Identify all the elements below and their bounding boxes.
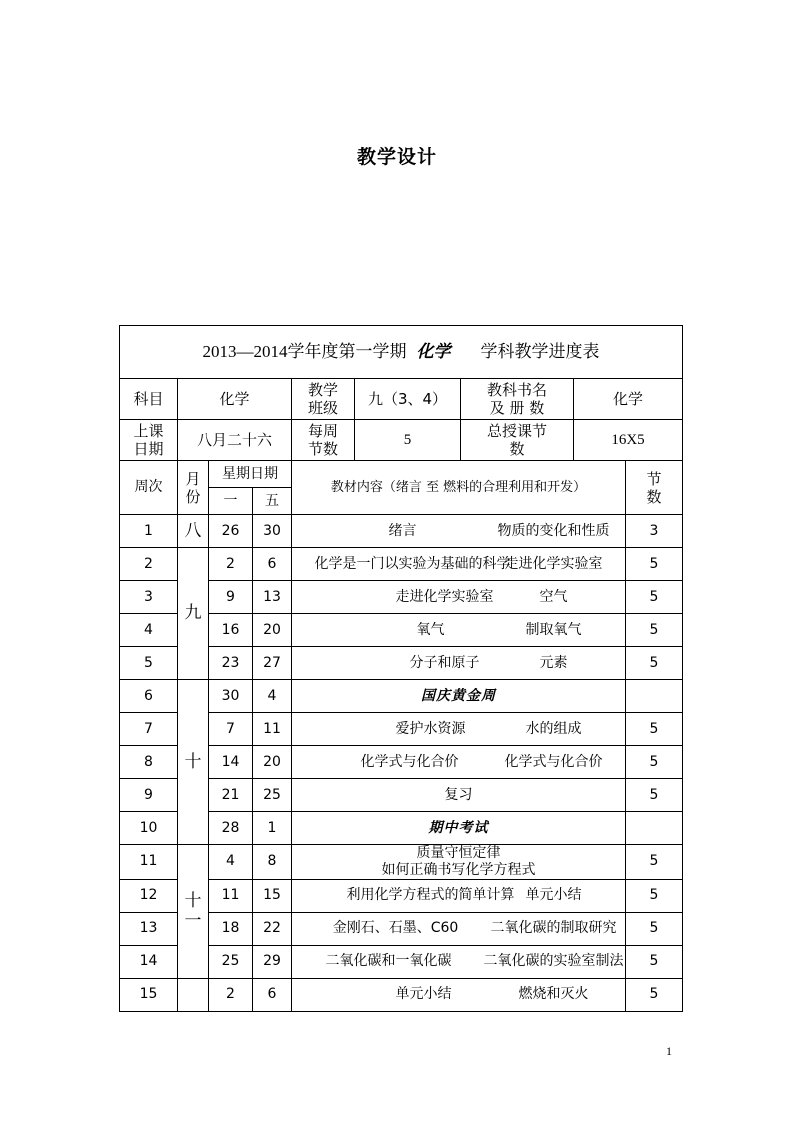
week-number: 13 — [120, 912, 178, 945]
friday-date: 6 — [253, 548, 292, 581]
friday-date: 4 — [253, 680, 292, 713]
week-number: 2 — [120, 548, 178, 581]
lesson-topic-left: 绪言 — [388, 522, 417, 539]
content-cell — [292, 912, 626, 945]
content-cell — [292, 746, 626, 779]
table-row — [120, 845, 683, 880]
periods-cell: 5 — [626, 845, 683, 880]
lesson-topic-left: 复习 — [444, 786, 473, 803]
table-row — [120, 680, 683, 713]
header-fri: 五 — [253, 488, 292, 515]
lesson-topic-left: 金刚石、石墨、C60 — [332, 920, 459, 937]
caption-year: 2013—2014 — [202, 341, 288, 361]
table-row — [120, 548, 683, 581]
book-value: 化学 — [574, 379, 683, 420]
class-label-text: 教学班级 — [307, 381, 338, 417]
month-cell — [178, 515, 209, 548]
subject-label: 科目 — [120, 379, 178, 420]
content-cell — [292, 978, 626, 1011]
lesson-topic-left: 爱护水资源 — [395, 720, 466, 737]
lesson-topic-left: 化学是一门以实验为基础的科学 — [314, 555, 511, 572]
periods-cell: 5 — [626, 945, 683, 978]
table-row — [120, 515, 683, 548]
lesson-topic-left: 利用化学方程式的简单计算 — [346, 887, 515, 904]
friday-date: 20 — [253, 746, 292, 779]
month-cell — [178, 978, 209, 1011]
header-date: 星期日期 — [209, 461, 292, 488]
friday-date: 25 — [253, 779, 292, 812]
periods-cell: 5 — [626, 647, 683, 680]
monday-date: 11 — [209, 879, 253, 912]
weekly-label — [292, 420, 355, 461]
periods-cell: 5 — [626, 548, 683, 581]
week-number: 15 — [120, 978, 178, 1011]
week-number: 1 — [120, 515, 178, 548]
lesson-topic-left: 质量守恒定律 — [416, 845, 501, 861]
subject-value: 化学 — [178, 379, 292, 420]
start-label — [120, 420, 178, 461]
week-number: 3 — [120, 581, 178, 614]
book-label-text: 教科书名及 册 数 — [486, 381, 547, 417]
month-cell — [178, 548, 209, 680]
week-number: 14 — [120, 945, 178, 978]
week-number: 8 — [120, 746, 178, 779]
lesson-topic-left: 单元小结 — [395, 986, 452, 1003]
caption-subject: 化学 — [416, 341, 451, 362]
monday-date: 30 — [209, 680, 253, 713]
periods-cell: 5 — [626, 746, 683, 779]
month-label: 九 — [184, 603, 202, 624]
monday-date: 23 — [209, 647, 253, 680]
monday-date: 16 — [209, 614, 253, 647]
friday-date: 13 — [253, 581, 292, 614]
start-value: 八月二十六 — [178, 420, 292, 461]
content-cell — [292, 879, 626, 912]
lesson-topic-right: 物质的变化和性质 — [497, 522, 610, 539]
monday-date: 21 — [209, 779, 253, 812]
content-cell — [292, 647, 626, 680]
class-label — [292, 379, 355, 420]
lesson-topic-left: 氧气 — [416, 621, 445, 638]
friday-date: 11 — [253, 713, 292, 746]
periods-cell: 3 — [626, 515, 683, 548]
friday-date: 29 — [253, 945, 292, 978]
content-cell — [292, 845, 626, 880]
monday-date: 2 — [209, 978, 253, 1011]
monday-date: 7 — [209, 713, 253, 746]
caption-year-suffix: 学年度第一学期 — [287, 341, 407, 362]
table-row — [120, 978, 683, 1011]
event-cell: 国庆黄金周 — [292, 680, 626, 713]
lesson-topic-left: 走进化学实验室 — [395, 588, 494, 605]
periods-cell: 5 — [626, 978, 683, 1011]
week-number: 9 — [120, 779, 178, 812]
lesson-topic-right: 水的组成 — [525, 720, 582, 737]
lesson-topic-right: 元素 — [539, 654, 568, 671]
week-number: 10 — [120, 812, 178, 845]
header-periods — [626, 461, 683, 515]
week-number: 12 — [120, 879, 178, 912]
monday-date: 4 — [209, 845, 253, 880]
header-mon: 一 — [209, 488, 253, 515]
content-cell — [292, 713, 626, 746]
start-label-text: 上课日期 — [133, 422, 164, 458]
total-value: 16X5 — [574, 420, 683, 461]
month-cell — [178, 680, 209, 845]
lesson-topic-right: 单元小结 — [525, 887, 582, 904]
total-label — [461, 420, 574, 461]
event-cell: 期中考试 — [292, 812, 626, 845]
content-cell — [292, 548, 626, 581]
week-number: 4 — [120, 614, 178, 647]
week-number: 6 — [120, 680, 178, 713]
month-label: 八 — [184, 520, 202, 541]
lesson-topic-right: 空气 — [539, 588, 568, 605]
friday-date: 1 — [253, 812, 292, 845]
header-month — [178, 461, 209, 515]
monday-date: 25 — [209, 945, 253, 978]
table-caption — [120, 326, 683, 379]
month-cell — [178, 845, 209, 979]
weekly-label-text: 每周节数 — [307, 422, 338, 458]
content-cell — [292, 581, 626, 614]
page-title: 教学设计 — [356, 146, 437, 168]
periods-cell — [626, 680, 683, 713]
monday-date: 28 — [209, 812, 253, 845]
monday-date: 14 — [209, 746, 253, 779]
friday-date: 20 — [253, 614, 292, 647]
lesson-topic-left: 分子和原子 — [409, 654, 480, 671]
lesson-topic-right: 走进化学实验室 — [504, 555, 603, 572]
month-label: 十一 — [184, 890, 202, 932]
lesson-topic-right: 如何正确书写化学方程式 — [381, 861, 536, 878]
friday-date: 8 — [253, 845, 292, 880]
total-label-text: 总授课节数 — [486, 422, 547, 458]
header-month-text: 月份 — [185, 469, 201, 506]
lesson-topic-right: 二氧化碳的制取研究 — [490, 920, 617, 937]
month-label: 十 — [184, 751, 202, 772]
week-number: 5 — [120, 647, 178, 680]
friday-date: 6 — [253, 978, 292, 1011]
lesson-topic-right: 燃烧和灭火 — [518, 986, 589, 1003]
periods-cell: 5 — [626, 912, 683, 945]
periods-cell: 5 — [626, 614, 683, 647]
lesson-topic-left: 化学式与化合价 — [360, 753, 459, 770]
content-cell — [292, 945, 626, 978]
weekly-value: 5 — [355, 420, 461, 461]
book-label — [461, 379, 574, 420]
monday-date: 9 — [209, 581, 253, 614]
class-value: 九（3、4） — [355, 379, 461, 420]
content-cell — [292, 515, 626, 548]
monday-date: 2 — [209, 548, 253, 581]
week-number: 7 — [120, 713, 178, 746]
lesson-topic-right: 化学式与化合价 — [504, 753, 603, 770]
monday-date: 18 — [209, 912, 253, 945]
header-week: 周次 — [120, 461, 178, 515]
friday-date: 15 — [253, 879, 292, 912]
week-number: 11 — [120, 845, 178, 880]
friday-date: 27 — [253, 647, 292, 680]
periods-cell: 5 — [626, 581, 683, 614]
content-cell — [292, 614, 626, 647]
lesson-topic-right: 制取氧气 — [525, 621, 582, 638]
lesson-topic-left: 二氧化碳和一氧化碳 — [325, 953, 452, 970]
periods-cell — [626, 812, 683, 845]
header-periods-text: 节数 — [646, 469, 662, 506]
caption-suffix: 学科教学进度表 — [480, 341, 600, 362]
monday-date: 26 — [209, 515, 253, 548]
page-number: 1 — [666, 1044, 672, 1058]
periods-cell: 5 — [626, 879, 683, 912]
header-content: 教材内容（绪言 至 燃料的合理利用和开发） — [292, 461, 626, 515]
schedule-table — [119, 325, 683, 1012]
content-cell — [292, 779, 626, 812]
friday-date: 22 — [253, 912, 292, 945]
periods-cell: 5 — [626, 779, 683, 812]
lesson-topic-right: 二氧化碳的实验室制法 — [483, 953, 624, 970]
periods-cell: 5 — [626, 713, 683, 746]
friday-date: 30 — [253, 515, 292, 548]
